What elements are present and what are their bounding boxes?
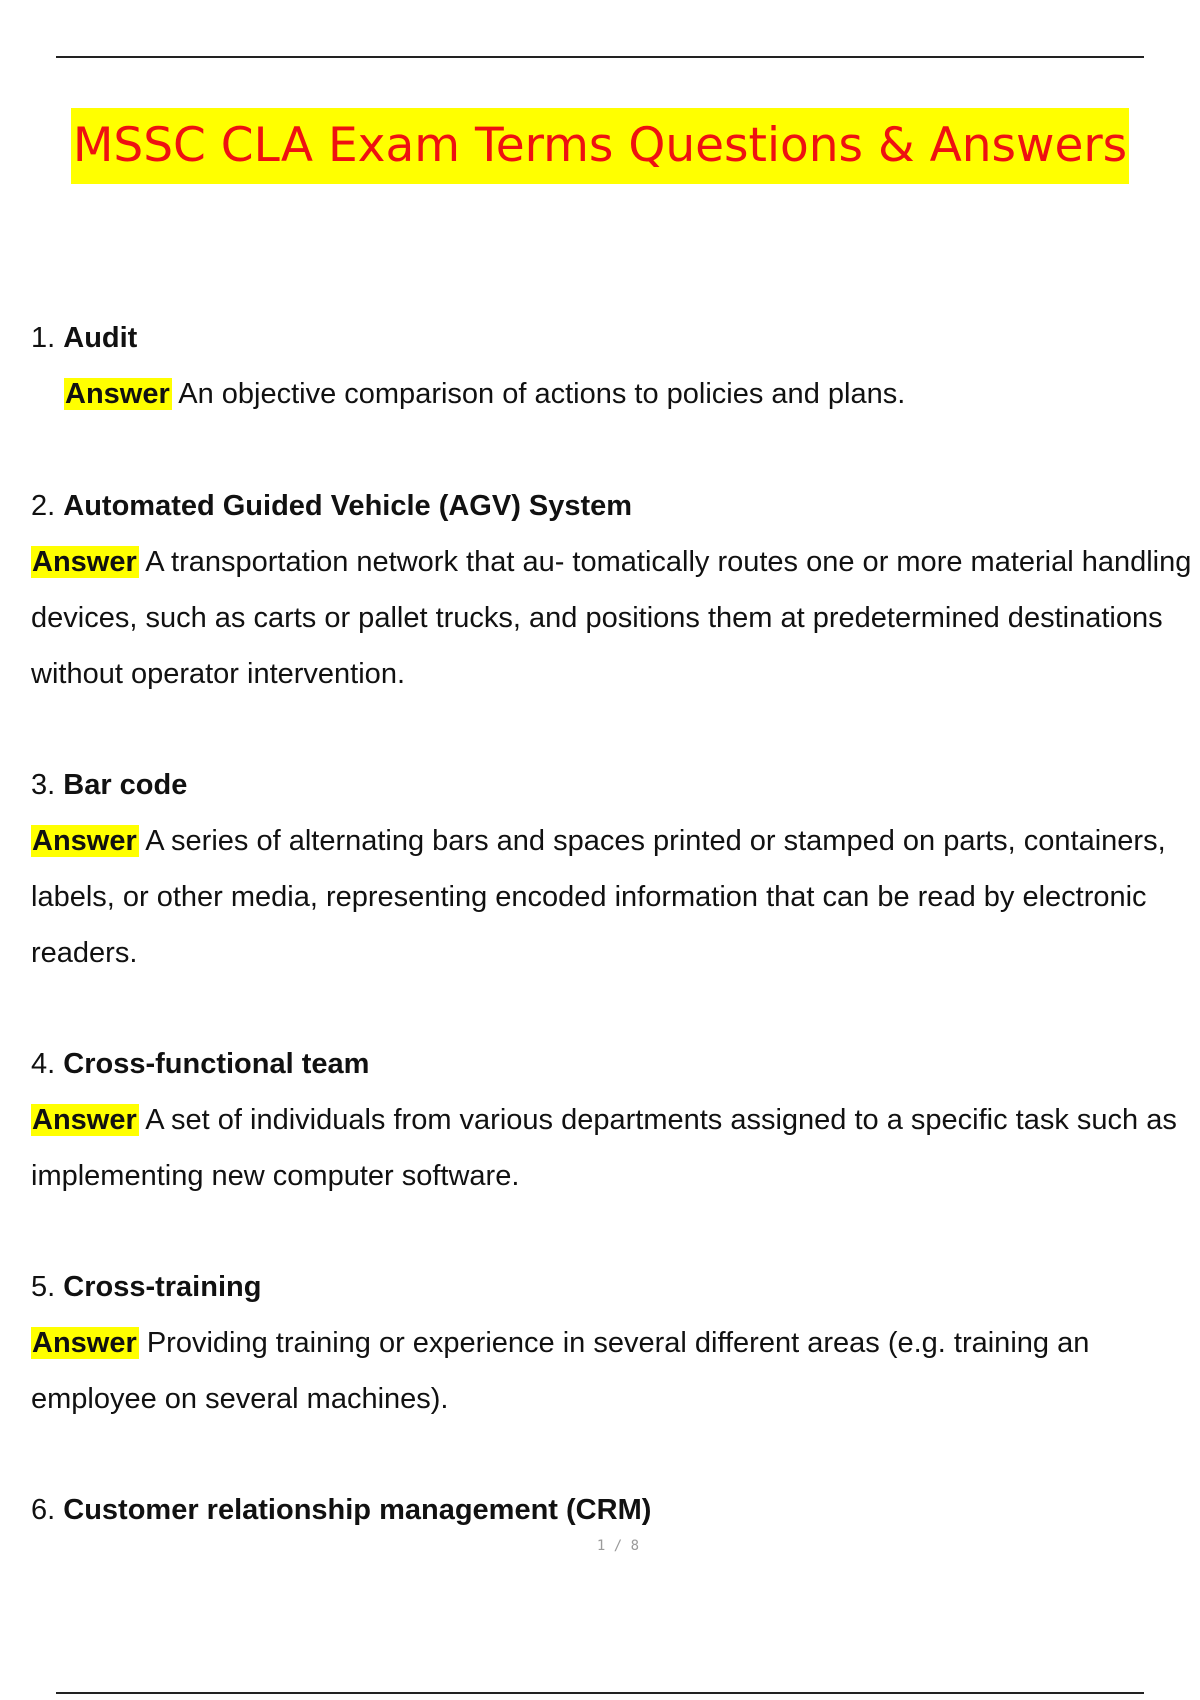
item-number: 6.	[31, 1494, 56, 1526]
term-line	[31, 1036, 1195, 1092]
item-number: 1.	[31, 322, 56, 354]
answer-body: A set of individuals from various departments assigned to a specific task such as implementing new computer software.	[31, 1104, 1177, 1192]
item-number: 5.	[31, 1271, 56, 1303]
answer-text	[31, 534, 1195, 702]
bottom-rule	[56, 1692, 1144, 1694]
top-rule	[56, 56, 1144, 58]
answer-text	[31, 1315, 1195, 1427]
answer-label: Answer	[32, 546, 137, 578]
answer-body: A series of alternating bars and spaces printed or stamped on parts, containers, labels, or other media, representing encoded information that can be read by electronic readers.	[31, 825, 1166, 969]
term-label: Automated Guided Vehicle (AGV) System	[63, 490, 633, 522]
qa-item-3	[31, 757, 1195, 981]
answer-body: A transportation network that au- tomatically routes one or more material handling devices, such as carts or pallet trucks, and positions them at predetermined destinations without operator intervention.	[31, 546, 1192, 690]
term-line	[31, 1259, 1195, 1315]
answer-text	[31, 1092, 1195, 1204]
answer-text	[31, 366, 1195, 422]
term-line	[31, 310, 1195, 366]
term-label: Audit	[63, 322, 138, 354]
answer-body: Providing training or experience in several different areas (e.g. training an employee on several machines).	[31, 1327, 1090, 1415]
qa-item-2	[31, 478, 1195, 702]
answer-label: Answer	[32, 1104, 137, 1136]
term-label: Bar code	[63, 769, 188, 801]
item-number: 4.	[31, 1048, 56, 1080]
term-label: Cross-training	[63, 1271, 262, 1303]
term-label: Customer relationship management (CRM)	[63, 1494, 652, 1526]
answer-body: An objective comparison of actions to policies and plans.	[178, 378, 906, 410]
item-number: 3.	[31, 769, 56, 801]
title-container	[0, 108, 1200, 184]
answer-label: Answer	[65, 378, 170, 410]
answer-label: Answer	[32, 1327, 137, 1359]
qa-item-5	[31, 1259, 1195, 1427]
page-title: MSSC CLA Exam Terms Questions & Answers	[71, 108, 1129, 184]
answer-text	[31, 813, 1195, 981]
qa-item-4	[31, 1036, 1195, 1204]
page-number: 1 / 8	[596, 1538, 640, 1554]
term-label: Cross-functional team	[63, 1048, 370, 1080]
term-line	[31, 478, 1195, 534]
qa-item-6	[31, 1482, 1195, 1538]
qa-item-1	[31, 310, 1195, 422]
term-line	[31, 1482, 1195, 1538]
answer-label: Answer	[32, 825, 137, 857]
item-number: 2.	[31, 490, 56, 522]
term-line	[31, 757, 1195, 813]
